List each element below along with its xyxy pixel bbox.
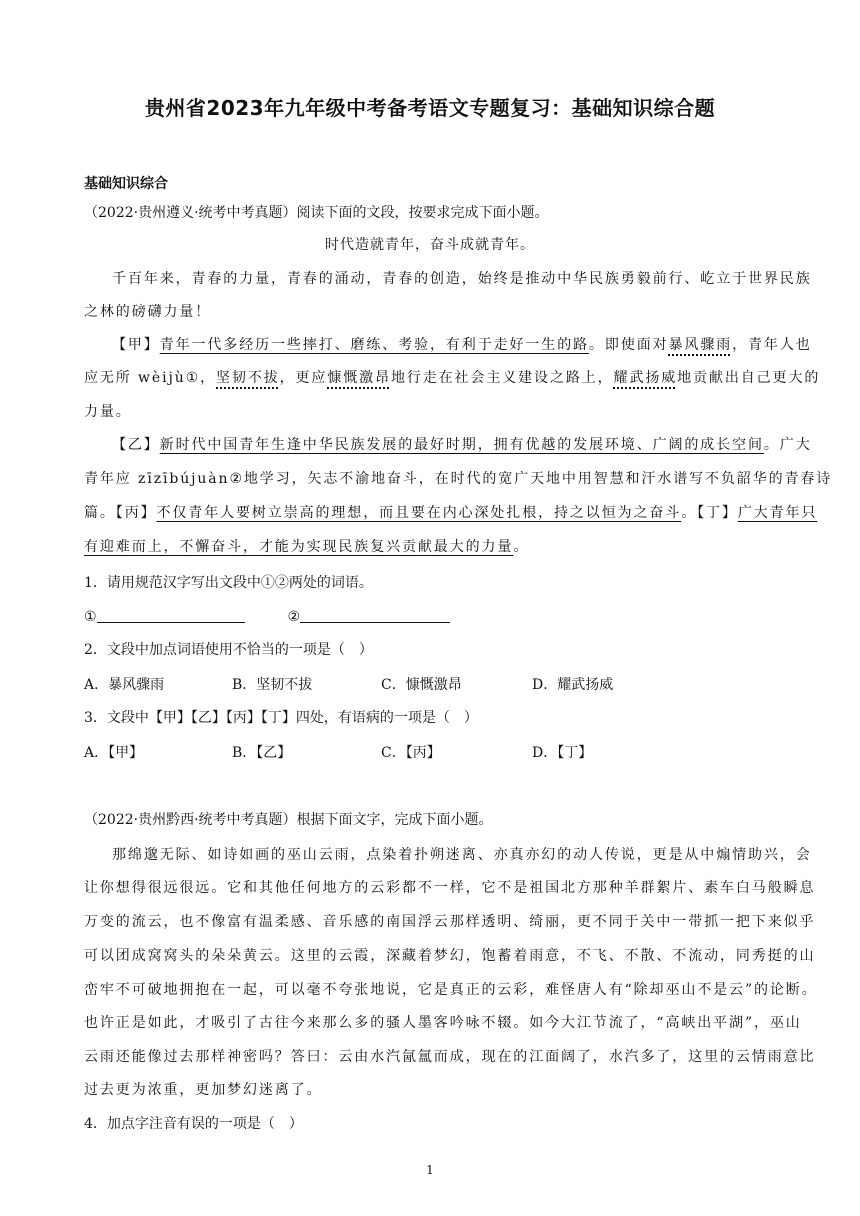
blank-label-1: ① xyxy=(84,609,97,625)
passage-2-line-3: 万变的流云，也不像富有温柔感、音乐感的南国浮云那样透明、绮丽，更不同于关中一带抓一把下来似乎 xyxy=(84,914,816,930)
answer-blanks-q1 xyxy=(84,607,784,627)
q3-option-d[interactable]: D．【丁】 xyxy=(532,745,593,761)
text-segment: 。广大 xyxy=(763,437,812,453)
paragraph-3-line-3 xyxy=(84,503,818,523)
sentence-yi: 新时代中国青年生逢中华民族发展的最好时期，拥有优越的发展环境、广阔的成长空间 xyxy=(159,437,764,453)
text-segment: ，青年人也 xyxy=(732,337,812,353)
passage-title: 时代造就青年，奋斗成就青年。 xyxy=(325,237,535,253)
q3-option-a[interactable]: A．【甲】 xyxy=(84,745,144,761)
text-segment: 应无所 wèijù①， xyxy=(84,370,217,386)
sentence-jia: 青年一代多经历一些摔打、磨练、考验，有利于走好一生的路 xyxy=(159,337,590,353)
dotted-word-2: 坚韧不拔 xyxy=(216,370,280,386)
question-4: 4．加点字注音有误的一项是（ ） xyxy=(84,1116,303,1132)
question-2-options xyxy=(84,675,784,695)
passage-2-line-5: 峦牢不可破地拥抱在一起，可以毫不夸张地说，它是真正的云彩，难怪唐人有“除却巫山不是云”的论断。 xyxy=(84,982,818,998)
text-segment: ，更应 xyxy=(279,370,328,386)
paragraph-2-line-1 xyxy=(84,335,812,355)
paragraph-1-line-1: 千百年来，青春的力量，青春的涌动，青春的创造，始终是推动中华民族勇毅前行、屹立于世界民族 xyxy=(112,271,812,287)
q2-option-b[interactable]: B．坚韧不拔 xyxy=(232,677,313,693)
dotted-word-1: 暴风骤雨 xyxy=(668,337,733,353)
q2-option-d[interactable]: D．耀武扬威 xyxy=(532,677,614,693)
source-note-1: （2022·贵州遵义·统考中考真题）阅读下面的文段，按要求完成下面小题。 xyxy=(84,205,549,221)
passage-2-line-4: 可以团成窝窝头的朵朵黄云。这里的云霞，深藏着梦幻，饱蓄着雨意，不飞、不散、不流动，同秀挺的山 xyxy=(84,948,816,964)
q2-option-a[interactable]: A．暴风骤雨 xyxy=(84,677,165,693)
q3-option-c[interactable]: C．【丙】 xyxy=(381,745,441,761)
paragraph-1-line-2: 之林的磅礴力量！ xyxy=(84,304,212,320)
question-3-options xyxy=(84,743,784,763)
passage-2-line-1: 那绵邈无际、如诗如画的巫山云雨，点染着扑朔迷离、亦真亦幻的动人传说，更是从中煽情助兴，会 xyxy=(112,847,812,863)
text-segment: 地贡献出自己更大的 xyxy=(677,370,821,386)
paragraph-2-line-2 xyxy=(84,368,821,388)
answer-blank-1[interactable] xyxy=(97,608,245,623)
text-segment: 篇。【丙】 xyxy=(84,505,157,521)
passage-2-line-2: 让你想得很远很远。它和其他任何地方的云彩都不一样，它不是祖国北方那种羊群絮片、素车白马般瞬息 xyxy=(84,880,816,896)
dotted-word-4: 耀武扬威 xyxy=(613,370,678,386)
section-heading: 基础知识综合 xyxy=(84,176,168,192)
paragraph-3-line-1 xyxy=(84,435,812,455)
question-2: 2．文段中加点词语使用不恰当的一项是（ ） xyxy=(84,642,373,658)
text-segment: 。 xyxy=(513,539,530,555)
document-title: 贵州省2023年九年级中考备考语文专题复习：基础知识综合题 xyxy=(144,96,716,120)
passage-2-line-6: 也许正是如此，才吸引了古往今来那么多的骚人墨客吟咏不辍。如今大江节流了，“高峡出平湖”，巫山 xyxy=(84,1015,802,1031)
q3-option-b[interactable]: B．【乙】 xyxy=(232,745,292,761)
sentence-ding-end: 有迎难而上，不懈奋斗，才能为实现民族复兴贡献最大的力量 xyxy=(84,539,514,555)
answer-blank-2[interactable] xyxy=(300,608,450,623)
page-number: 1 xyxy=(426,1163,434,1177)
sentence-ding-start: 广大青年只 xyxy=(737,505,818,521)
passage-2-line-8: 过去更为浓重，更加梦幻迷离了。 xyxy=(84,1082,323,1098)
marker-yi: 【乙】 xyxy=(112,437,160,453)
paragraph-3-line-2: 青年应 zīzībújuàn②地学习，矢志不渝地奋斗，在时代的宽广天地中用智慧和汗水谱写不负韶华的青春诗 xyxy=(84,471,833,487)
marker-jia: 【甲】 xyxy=(112,337,160,353)
sentence-bing: 不仅青年人要树立崇高的理想，而且要在内心深处扎根，持之以恒为之奋斗 xyxy=(156,505,682,521)
paragraph-2-line-3: 力量。 xyxy=(84,404,132,420)
passage-2-line-7: 云雨还能像过去那样神密吗？答曰：云由水汽氤氲而成，现在的江面阔了，水汽多了，这里的云情雨意比 xyxy=(84,1049,816,1065)
blank-label-2: ② xyxy=(287,609,301,625)
text-segment: 。【丁】 xyxy=(681,505,738,521)
q2-option-c[interactable]: C．慷慨激昂 xyxy=(381,677,462,693)
question-1: 1．请用规范汉字写出文段中①②两处的词语。 xyxy=(84,575,373,591)
dotted-word-3: 慷慨激昂 xyxy=(327,370,391,386)
paragraph-3-line-4 xyxy=(84,537,784,557)
text-segment: 。即使面对 xyxy=(589,337,669,353)
source-note-2: （2022·贵州黔西·统考中考真题）根据下面文字，完成下面小题。 xyxy=(84,812,493,828)
question-3: 3．文段中【甲】【乙】【丙】【丁】四处，有语病的一项是（ ） xyxy=(84,710,478,726)
text-segment: 地行走在社会主义建设之路上， xyxy=(390,370,614,386)
